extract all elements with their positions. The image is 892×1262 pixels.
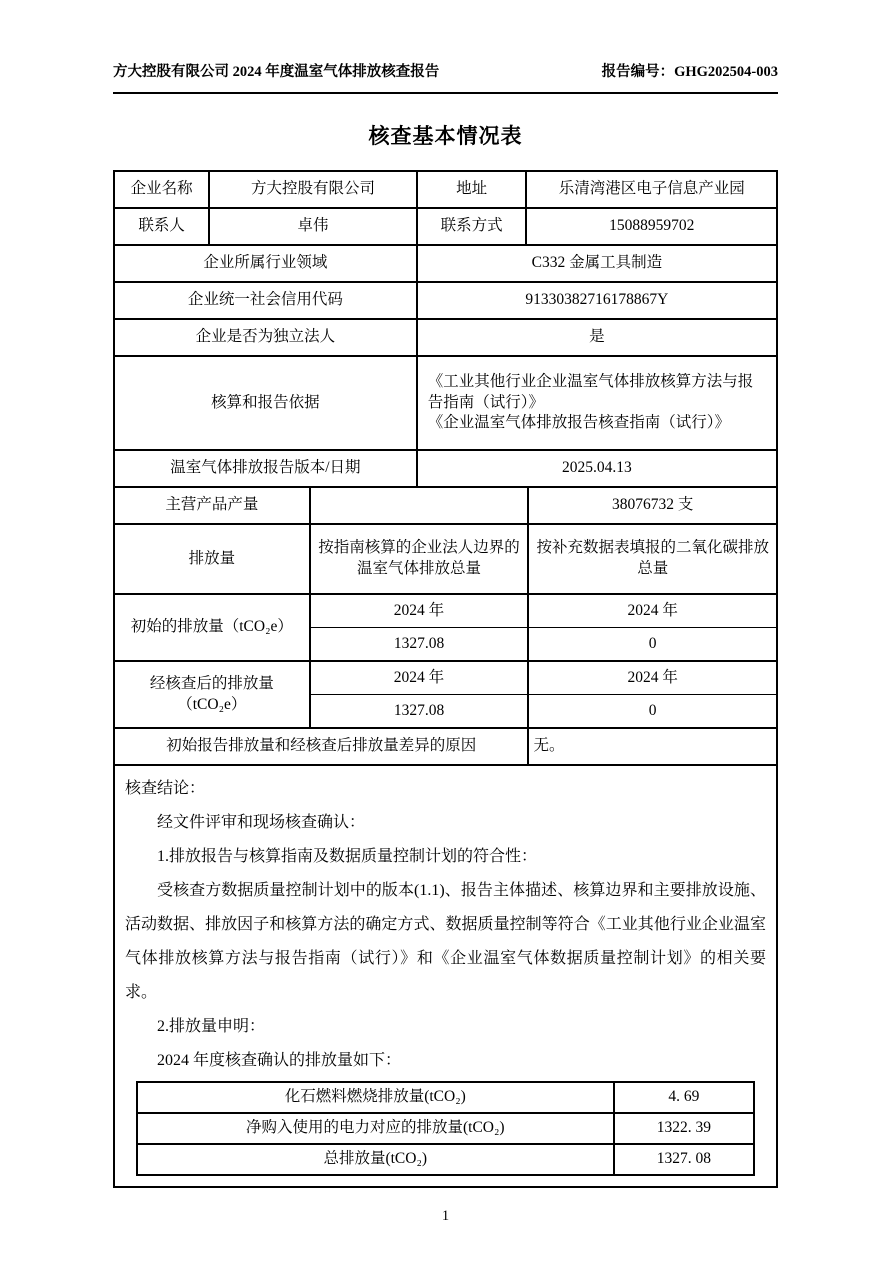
initial-emissions-value-col2: 1327.08 bbox=[311, 628, 530, 660]
industry-label: 企业所属行业领域 bbox=[115, 246, 418, 281]
report-version-value: 2025.04.13 bbox=[561, 459, 632, 477]
phone-label: 联系方式 bbox=[418, 209, 528, 244]
verified-emissions-year-row bbox=[311, 662, 776, 695]
page-number: 1 bbox=[441, 1208, 450, 1224]
address-value: 乐清湾港区电子信息产业园 bbox=[558, 180, 745, 198]
initial-emissions-year-col2: 2024 年 bbox=[311, 595, 530, 627]
company-name-label: 企业名称 bbox=[115, 172, 210, 207]
verified-emissions-values bbox=[311, 662, 776, 727]
verified-emissions-value-row bbox=[311, 695, 776, 727]
total-emission-value: 1327. 08 bbox=[656, 1150, 712, 1168]
address-label: 地址 bbox=[418, 172, 528, 207]
emissions-header-col3: 按补充数据表填报的二氧化碳排放总量 bbox=[536, 539, 769, 577]
industry-value: C332 金属工具制造 bbox=[531, 254, 663, 272]
initial-emissions-year-col3: 2024 年 bbox=[627, 601, 678, 619]
confirmed-emissions-table bbox=[136, 1081, 755, 1176]
table-row-conclusion bbox=[115, 766, 776, 1186]
accounting-basis-label: 核算和报告依据 bbox=[115, 357, 418, 449]
difference-reason-label: 初始报告排放量和经核查后排放量差异的原因 bbox=[115, 729, 529, 764]
verified-emissions-year-col3: 2024 年 bbox=[627, 668, 678, 686]
emission-row-electricity bbox=[138, 1114, 753, 1145]
conclusion-heading: 核查结论： bbox=[125, 780, 206, 797]
emission-row-fossil-fuel bbox=[138, 1083, 753, 1114]
conclusion-paragraph-4: 2.排放量申明： bbox=[157, 1018, 266, 1035]
electricity-emission-value: 1322. 39 bbox=[656, 1119, 712, 1137]
fossil-fuel-emission-value: 4. 69 bbox=[668, 1088, 700, 1106]
table-row-difference-reason bbox=[115, 729, 776, 766]
initial-emissions-value-col3: 0 bbox=[648, 634, 657, 652]
initial-emissions-values bbox=[311, 595, 776, 660]
fossil-fuel-emission-label: 化石燃料燃烧排放量(tCO₂) bbox=[138, 1083, 615, 1112]
product-output-value: 38076732 支 bbox=[612, 496, 694, 514]
initial-emissions-value-row bbox=[311, 628, 776, 660]
credit-code-label: 企业统一社会信用代码 bbox=[115, 283, 418, 318]
header-report-number: 报告编号：GHG202504-003 bbox=[601, 64, 778, 80]
initial-emissions-label: 初始的排放量（tCO₂e） bbox=[115, 595, 311, 660]
document-header bbox=[113, 60, 778, 94]
emissions-header-label: 排放量 bbox=[115, 525, 311, 593]
table-row-report-version bbox=[115, 451, 776, 488]
table-row-accounting-basis bbox=[115, 357, 776, 451]
emissions-header-col2: 按指南核算的企业法人边界的温室气体排放总量 bbox=[311, 525, 530, 593]
conclusion-paragraph-2: 1.排放报告与核算指南及数据质量控制计划的符合性： bbox=[157, 848, 538, 865]
total-emission-label: 总排放量(tCO₂) bbox=[138, 1145, 615, 1174]
accounting-basis-ref-2: 《企业温室气体排放报告核查指南（试行）》 bbox=[427, 414, 730, 432]
product-output-label: 主营产品产量 bbox=[115, 488, 311, 523]
report-version-label: 温室气体排放报告版本/日期 bbox=[115, 451, 418, 486]
table-row-company-address bbox=[115, 172, 776, 209]
conclusion-paragraph-5: 2024 年度核查确认的排放量如下： bbox=[157, 1052, 402, 1069]
emission-row-total bbox=[138, 1145, 753, 1174]
company-name-value: 方大控股有限公司 bbox=[210, 172, 418, 207]
verified-emissions-value-col3: 0 bbox=[648, 701, 657, 719]
contact-label: 联系人 bbox=[115, 209, 210, 244]
verified-emissions-label bbox=[115, 662, 311, 727]
phone-value: 15088959702 bbox=[609, 217, 695, 235]
table-row-independent-entity bbox=[115, 320, 776, 357]
table-row-initial-emissions bbox=[115, 595, 776, 662]
initial-emissions-year-row bbox=[311, 595, 776, 628]
electricity-emission-label: 净购入使用的电力对应的排放量(tCO₂) bbox=[138, 1114, 615, 1143]
credit-code-value: 91330382716178867Y bbox=[525, 291, 669, 309]
table-row-product-output bbox=[115, 488, 776, 525]
table-row-verified-emissions bbox=[115, 662, 776, 729]
header-report-title: 方大控股有限公司 2024 年度温室气体排放核查报告 bbox=[113, 64, 440, 80]
table-row-contact bbox=[115, 209, 776, 246]
independent-entity-value: 是 bbox=[589, 328, 605, 346]
table-row-emissions-header bbox=[115, 525, 776, 595]
independent-entity-label: 企业是否为独立法人 bbox=[115, 320, 418, 355]
verified-emissions-value-col2: 1327.08 bbox=[311, 695, 530, 727]
verification-info-table bbox=[113, 170, 778, 1188]
table-row-credit-code bbox=[115, 283, 776, 320]
verified-emissions-label-line1: 经核查后的排放量 bbox=[149, 674, 274, 692]
document-content bbox=[113, 0, 778, 1225]
conclusion-paragraph-1: 经文件评审和现场核查确认： bbox=[157, 814, 366, 831]
product-output-empty-cell bbox=[311, 488, 530, 523]
table-row-industry bbox=[115, 246, 776, 283]
page-title: 核查基本情况表 bbox=[368, 124, 523, 148]
verified-emissions-label-line2: （tCO₂e） bbox=[177, 695, 247, 713]
conclusion-paragraph-3: 受核查方数据质量控制计划中的版本(1.1)、报告主体描述、核算边界和主要排放设施、活动数据、排放因子和核算方法的确定方式、数据质量控制等符合《工业其他行业企业温室气体排放核算方法与报告指南（试行）》和《企业温室气体数据质量控制计划》的相关要求。 bbox=[125, 882, 766, 1001]
conclusion-cell bbox=[115, 766, 776, 1186]
contact-value: 卓伟 bbox=[210, 209, 418, 244]
verified-emissions-year-col2: 2024 年 bbox=[311, 662, 530, 694]
accounting-basis-ref-1: 《工业其他行业企业温室气体排放核算方法与报告指南（试行）》 bbox=[427, 372, 754, 411]
difference-reason-value: 无。 bbox=[533, 737, 565, 755]
accounting-basis-value bbox=[418, 357, 776, 449]
